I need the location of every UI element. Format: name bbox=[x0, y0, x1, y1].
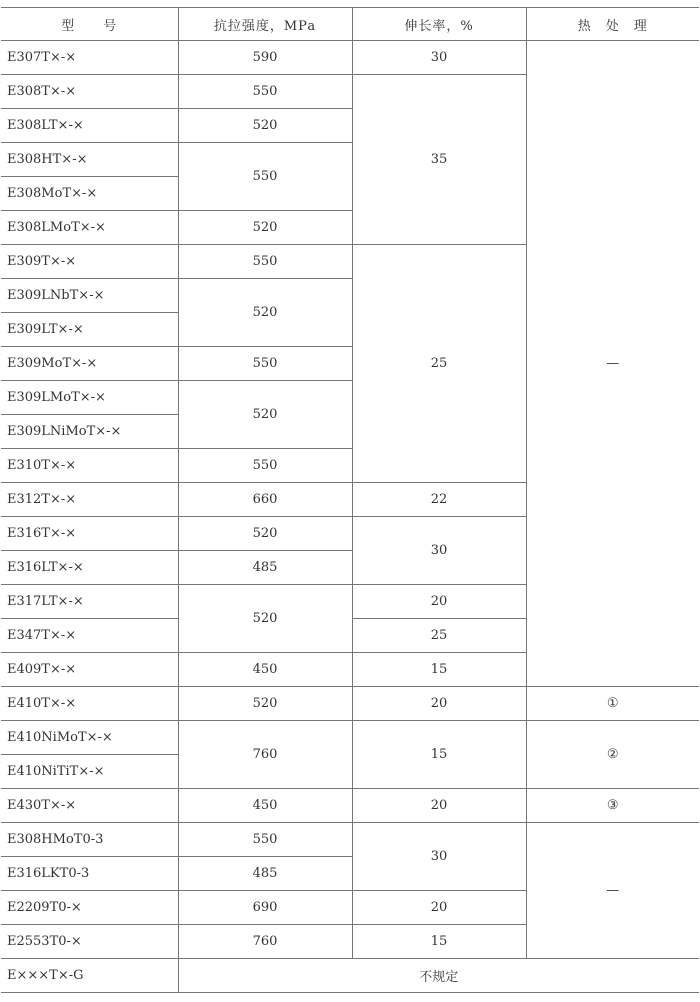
model-cell: E308T×-× bbox=[1, 75, 178, 109]
strength-cell: 550 bbox=[178, 449, 352, 483]
heat-cell: ② bbox=[526, 721, 699, 789]
elongation-cell: 30 bbox=[352, 823, 526, 891]
elongation-cell: 25 bbox=[352, 245, 526, 483]
strength-cell: 520 bbox=[178, 211, 352, 245]
table-row bbox=[1, 721, 699, 755]
model-cell: E410NiMoT×-× bbox=[1, 721, 178, 755]
model-cell: E308LT×-× bbox=[1, 109, 178, 143]
strength-cell: 690 bbox=[178, 891, 352, 925]
model-cell: E316LT×-× bbox=[1, 551, 178, 585]
not-specified-cell: 不规定 bbox=[178, 959, 699, 993]
table-row bbox=[1, 789, 699, 823]
model-cell: E309MoT×-× bbox=[1, 347, 178, 381]
header-elongation: 伸长率，% bbox=[352, 8, 526, 41]
elongation-cell: 20 bbox=[352, 687, 526, 721]
strength-cell: 520 bbox=[178, 279, 352, 347]
model-cell: E410T×-× bbox=[1, 687, 178, 721]
heat-cell: — bbox=[526, 823, 699, 959]
model-cell: E430T×-× bbox=[1, 789, 178, 823]
elongation-cell: 35 bbox=[352, 75, 526, 245]
strength-cell: 550 bbox=[178, 823, 352, 857]
model-cell: E2553T0-× bbox=[1, 925, 178, 959]
welding-wire-properties-table bbox=[1, 7, 699, 993]
strength-cell: 520 bbox=[178, 585, 352, 653]
model-cell: E310T×-× bbox=[1, 449, 178, 483]
strength-cell: 550 bbox=[178, 245, 352, 279]
strength-cell: 520 bbox=[178, 109, 352, 143]
table-row bbox=[1, 41, 699, 75]
model-cell: E2209T0-× bbox=[1, 891, 178, 925]
header-model: 型 号 bbox=[1, 8, 178, 41]
model-cell: E×××T×-G bbox=[1, 959, 178, 993]
table-row bbox=[1, 959, 699, 993]
strength-cell: 520 bbox=[178, 381, 352, 449]
strength-cell: 550 bbox=[178, 75, 352, 109]
strength-cell: 760 bbox=[178, 925, 352, 959]
strength-cell: 590 bbox=[178, 41, 352, 75]
model-cell: E309T×-× bbox=[1, 245, 178, 279]
model-cell: E309LNiMoT×-× bbox=[1, 415, 178, 449]
model-cell: E309LT×-× bbox=[1, 313, 178, 347]
strength-cell: 485 bbox=[178, 857, 352, 891]
elongation-cell: 25 bbox=[352, 619, 526, 653]
strength-cell: 520 bbox=[178, 687, 352, 721]
header-tensile-strength: 抗拉强度，MPa bbox=[178, 8, 352, 41]
strength-cell: 550 bbox=[178, 347, 352, 381]
model-cell: E316LKT0-3 bbox=[1, 857, 178, 891]
model-cell: E308HMoT0-3 bbox=[1, 823, 178, 857]
elongation-cell: 20 bbox=[352, 789, 526, 823]
model-cell: E410NiTiT×-× bbox=[1, 755, 178, 789]
model-cell: E316T×-× bbox=[1, 517, 178, 551]
strength-cell: 520 bbox=[178, 517, 352, 551]
table-row bbox=[1, 823, 699, 857]
model-cell: E309LMoT×-× bbox=[1, 381, 178, 415]
elongation-cell: 15 bbox=[352, 925, 526, 959]
model-cell: E308LMoT×-× bbox=[1, 211, 178, 245]
strength-cell: 450 bbox=[178, 653, 352, 687]
strength-cell: 660 bbox=[178, 483, 352, 517]
model-cell: E308HT×-× bbox=[1, 143, 178, 177]
elongation-cell: 20 bbox=[352, 891, 526, 925]
header-heat-treatment: 热 处 理 bbox=[526, 8, 699, 41]
elongation-cell: 15 bbox=[352, 653, 526, 687]
strength-cell: 485 bbox=[178, 551, 352, 585]
elongation-cell: 22 bbox=[352, 483, 526, 517]
strength-cell: 760 bbox=[178, 721, 352, 789]
model-cell: E307T×-× bbox=[1, 41, 178, 75]
model-cell: E309LNbT×-× bbox=[1, 279, 178, 313]
elongation-cell: 30 bbox=[352, 41, 526, 75]
heat-cell: ③ bbox=[526, 789, 699, 823]
table-header-row bbox=[1, 8, 699, 41]
model-cell: E312T×-× bbox=[1, 483, 178, 517]
heat-cell: ① bbox=[526, 687, 699, 721]
strength-cell: 450 bbox=[178, 789, 352, 823]
table-row bbox=[1, 687, 699, 721]
model-cell: E308MoT×-× bbox=[1, 177, 178, 211]
elongation-cell: 20 bbox=[352, 585, 526, 619]
model-cell: E317LT×-× bbox=[1, 585, 178, 619]
model-cell: E409T×-× bbox=[1, 653, 178, 687]
elongation-cell: 15 bbox=[352, 721, 526, 789]
elongation-cell: 30 bbox=[352, 517, 526, 585]
model-cell: E347T×-× bbox=[1, 619, 178, 653]
strength-cell: 550 bbox=[178, 143, 352, 211]
heat-cell: — bbox=[526, 41, 699, 687]
